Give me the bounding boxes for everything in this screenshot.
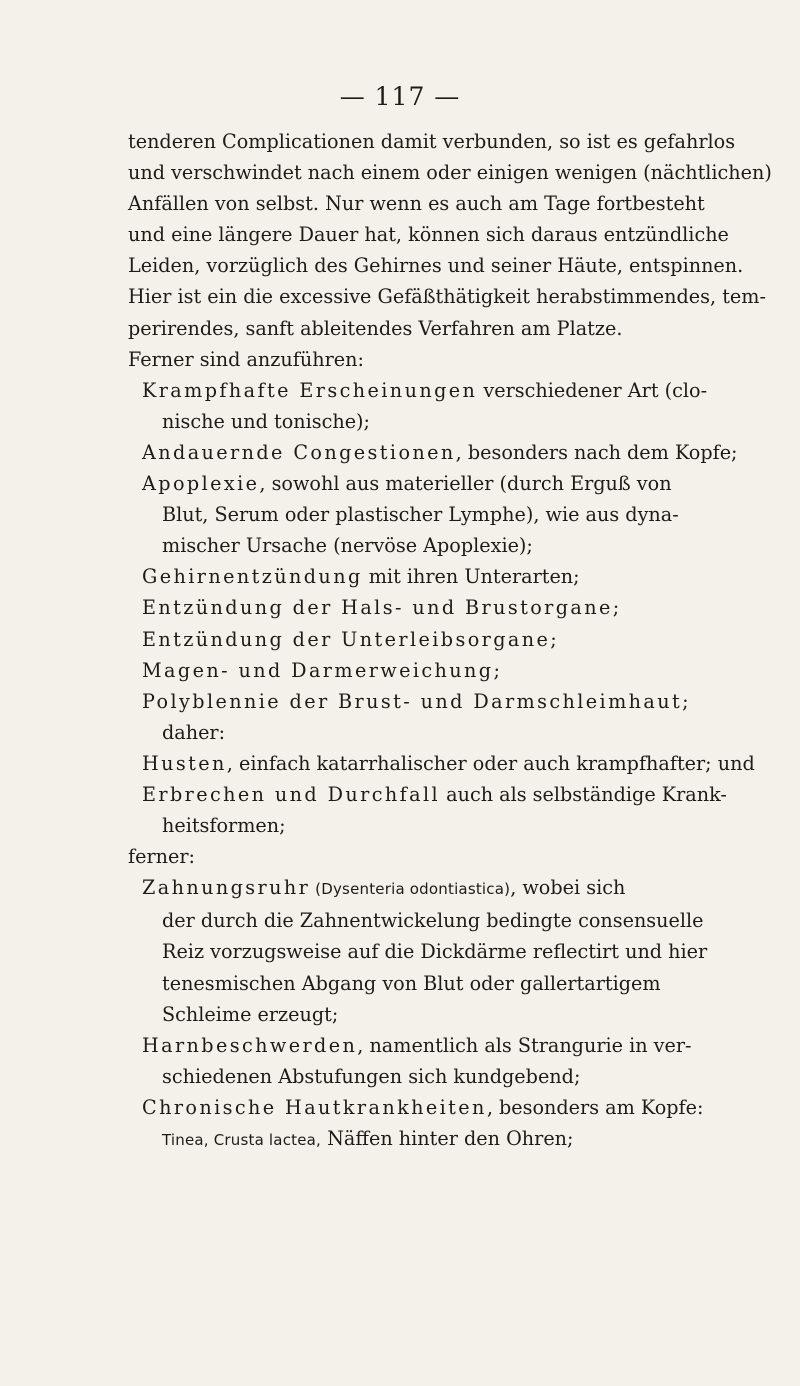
item-continuation: Blut, Serum oder plastischer Lymphe), wie aus dyna- <box>162 503 679 527</box>
item-term: Entzündung der Unterleibsorgane; <box>142 627 560 651</box>
list-item <box>128 1092 704 1123</box>
text-line: tenderen Complicationen damit verbunden, so ist es gefahrlos <box>128 130 736 153</box>
item-text: verschiedener Art (clo- <box>477 378 708 402</box>
item-term: Gehirnentzündung <box>142 565 363 589</box>
item-continuation: Reiz vorzugsweise auf die Dickdärme reflectirt und hier <box>162 940 708 964</box>
list-intro: ferner: <box>128 845 195 869</box>
page-body <box>128 126 772 1156</box>
item-text: , besonders am Kopfe: <box>486 1095 704 1119</box>
item-text: mit ihren Unterarten; <box>362 565 580 589</box>
item-latin: Tinea, Crusta lactea, <box>162 1131 322 1149</box>
item-text: Näffen hinter den Ohren; <box>321 1127 574 1150</box>
list-item <box>128 655 688 686</box>
item-term: Harnbeschwerden <box>142 1033 358 1057</box>
text-line: Leiden, vorzüglich des Gehirnes und seiner Häute, entspinnen. <box>128 254 744 278</box>
list-item <box>128 872 688 905</box>
item-text: , besonders nach dem Kopfe; <box>455 440 738 464</box>
list-item <box>128 437 738 468</box>
list-intro: Ferner sind anzuführen: <box>128 347 364 371</box>
page-number: — 117 — <box>339 82 461 111</box>
item-term: Andauernde Congestionen <box>142 440 456 464</box>
item-term: Zahnungsruhr <box>142 876 311 900</box>
item-term: Chronische Hautkrankheiten <box>142 1095 487 1119</box>
item-term: Entzündung der Hals- und Brustorgane; <box>142 596 622 620</box>
text-line: perirendes, sanft ableitendes Verfahren am Platze. <box>128 316 623 340</box>
item-text: , namentlich als Strangurie in ver- <box>357 1033 692 1057</box>
list-item <box>128 592 688 623</box>
list-item <box>128 624 688 655</box>
item-latin: (Dysenteria odontiastica) <box>310 880 511 899</box>
item-term: Husten <box>142 751 227 775</box>
list-item <box>128 686 692 717</box>
list-item <box>128 375 708 406</box>
item-continuation: daher: <box>162 720 226 744</box>
list-item <box>128 779 727 810</box>
item-term: Polyblennie der Brust- und Darmschleimhaut; <box>142 689 692 713</box>
item-continuation: Schleime erzeugt; <box>162 1002 339 1026</box>
item-text: , wobei sich <box>510 876 626 900</box>
item-continuation: nische und tonische); <box>162 409 371 433</box>
item-term: Apoplexie <box>142 472 260 496</box>
item-text: , einfach katarrhalischer oder auch krampfhafter; und <box>226 751 755 775</box>
text-line: und eine längere Dauer hat, können sich daraus entzündliche <box>128 223 729 247</box>
item-text: , sowohl aus materieller (durch Erguß von <box>259 472 672 496</box>
item-term: Krampfhafte Erscheinungen <box>142 378 478 402</box>
list-item <box>128 748 755 779</box>
item-continuation: schiedenen Abstufungen sich kundgebend; <box>162 1064 581 1088</box>
text-line: Anfällen von selbst. Nur wenn es auch am Tage fortbesteht <box>128 192 705 216</box>
list-item-last-line <box>128 1123 688 1156</box>
item-continuation: tenesmischen Abgang von Blut oder gallertartigem <box>162 971 661 995</box>
list-item <box>128 561 688 592</box>
list-item <box>128 468 688 499</box>
item-continuation: der durch die Zahnentwickelung bedingte consensuelle <box>162 909 704 933</box>
text-line: und verschwindet nach einem oder einigen wenigen (nächtlichen) <box>128 161 772 185</box>
item-term: Erbrechen und Durchfall <box>142 782 441 806</box>
list-item <box>128 1030 692 1061</box>
item-continuation: heitsformen; <box>162 814 286 838</box>
text-line: Hier ist ein die excessive Gefäßthätigkeit herabstimmendes, tem- <box>128 285 766 309</box>
item-continuation: mischer Ursache (nervöse Apoplexie); <box>162 534 533 558</box>
item-term: Magen- und Darmerweichung; <box>142 658 503 682</box>
item-text: auch als selbständige Krank- <box>440 782 727 806</box>
